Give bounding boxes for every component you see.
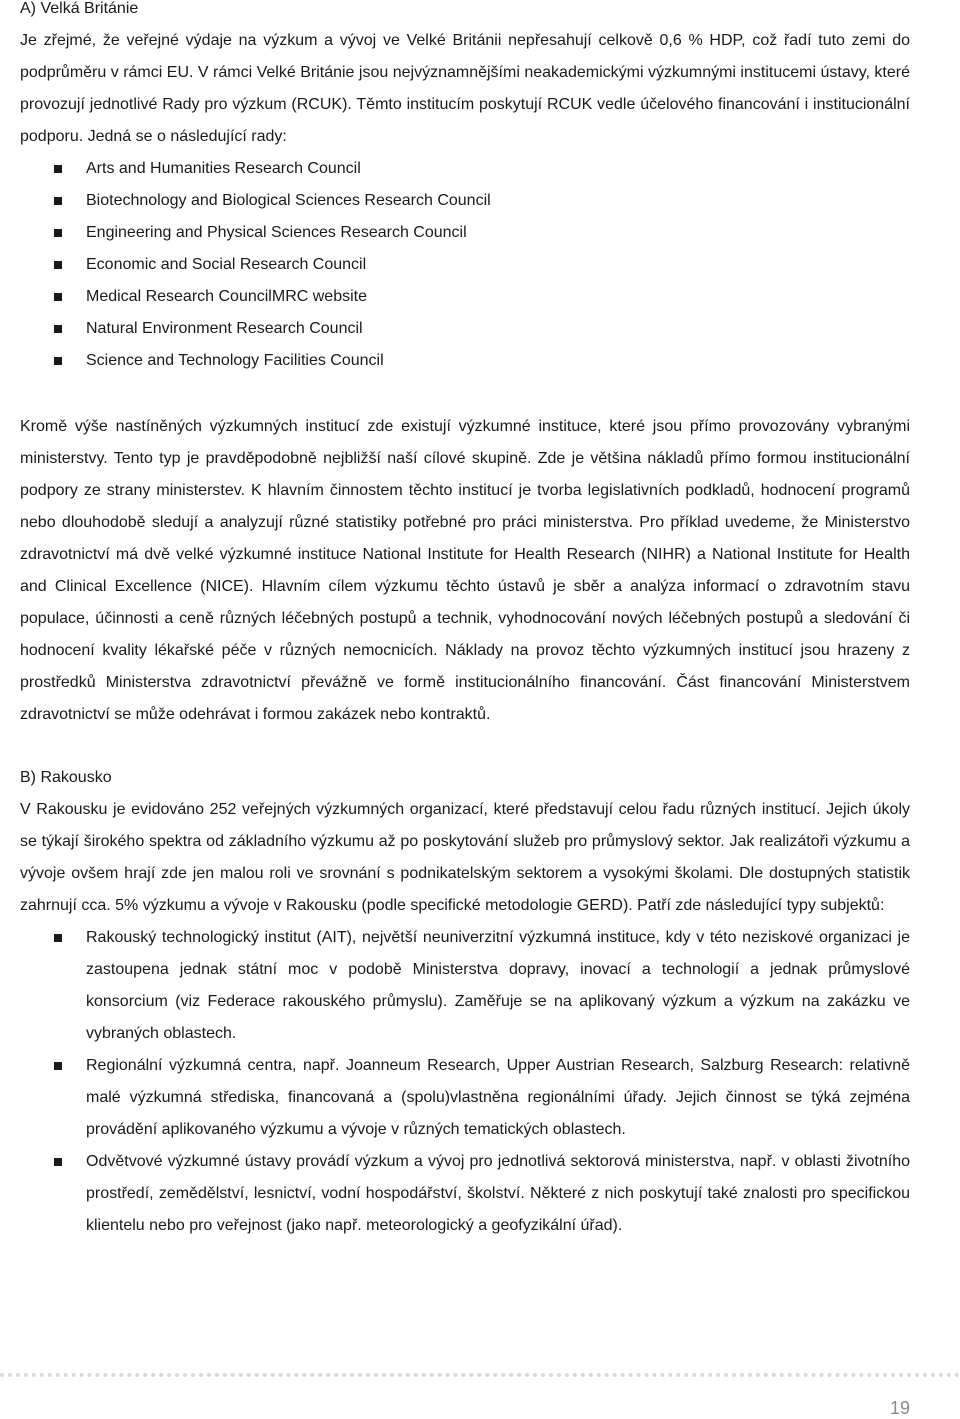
subject-type-text: Odvětvové výzkumné ústavy provádí výzkum a vývoj pro jednotlivá sektorová ministerstva, např. v oblasti životního prostředí, zemědělství, lesnictví, vodní hospodářství, školství. Některé z nich poskytují také znalosti pro specifickou klientelu nebo pro veřejnost (jako např. meteorologický a geofyzikální úřad). [86,1153,910,1234]
bullet-square-icon [54,1062,62,1070]
uk-body-paragraph: Kromě výše nastíněných výzkumných institucí zde existují výzkumné instituce, které jsou přímo provozovány vybranými ministerstvy. Tento typ je pravděpodobně nejbližší naší cílové skupině. Zde je většina nákladů přímo formou institucionální podpory ze strany ministerstev. K hlavním činnostem těchto institucí je tvorba legislativních podkladů, hodnocení programů nebo dlouhodobě sledují a analyzují různé statistiky potřebné pro práci ministerstva. Pro příklad uvedeme, že Ministerstvo zdravotnictví má dvě velké výzkumné instituce National Institute for Health Research (NIHR) a National Institute for Health and Clinical Excellence (NICE). Hlavním cílem výzkumu těchto ústavů je sběr a analýza informací o zdravotním stavu populace, účinnosti a ceně různých léčebných postupů a technik, vyhodnocování nových léčebných postupů a sledování či hodnocení kvality lékařské péče v různých nemocnicích. Náklady na provoz těchto výzkumných institucí jsou hrazeny z prostředků Ministerstva zdravotnictví převážně ve formě institucionálního financování. Část financování Ministerstvem zdravotnictví se může odehrávat i formou zakázek nebo kontraktů. [20,418,910,723]
uk-intro-paragraph: Je zřejmé, že veřejné výdaje na výzkum a vývoj ve Velké Británii nepřesahují celkově 0,6 % HDP, což řadí tuto zemi do podprůměru v rámci EU. V rámci Velké Británie jsou nejvýznamnějšími neakademickými výzkumnými institucemi ústavy, které provozují jednotlivé Rady pro výzkum (RCUK). Těmto institucím poskytují RCUK vedle účelového financování i institucionální podporu. Jedná se o následující rady: [20,32,910,145]
bullet-square-icon [54,197,62,205]
bullet-square-icon [54,165,62,173]
council-name: Medical Research CouncilMRC website [86,288,367,305]
list-item [20,922,910,1050]
council-name: Engineering and Physical Sciences Research Council [86,224,467,241]
page-number: 19 [889,1398,910,1418]
council-name: Arts and Humanities Research Council [86,160,361,177]
council-name: Biotechnology and Biological Sciences Research Council [86,192,491,209]
list-item [20,1146,910,1242]
section-heading-uk: A) Velká Británie [20,0,139,17]
bullet-square-icon [54,934,62,942]
footer-divider [0,1373,960,1377]
list-item [20,345,910,377]
subject-type-text: Regionální výzkumná centra, např. Joanneum Research, Upper Austrian Research, Salzburg Research: relativně malé výzkumná střediska, financovaná a (spolu)vlastněna regionálními úřady. Jejich činnost se týká zejména provádění aplikovaného výzkumu a vývoje v různých tematických oblastech. [86,1057,910,1138]
list-item [20,313,910,345]
list-item [20,185,910,217]
subject-types-list [20,922,910,1242]
list-item [20,153,910,185]
council-name: Natural Environment Research Council [86,320,363,337]
bullet-square-icon [54,293,62,301]
list-item [20,217,910,249]
list-item [20,249,910,281]
council-name: Economic and Social Research Council [86,256,367,273]
bullet-square-icon [54,261,62,269]
council-list [20,153,910,377]
bullet-square-icon [54,1158,62,1166]
austria-intro-paragraph: V Rakousku je evidováno 252 veřejných výzkumných organizací, které představují celou řadu různých institucí. Jejich úkoly se týkají širokého spektra od základního výzkumu až po poskytování služeb pro průmyslový sektor. Jak realizátoři výzkumu a vývoje ovšem hrají zde jen malou roli ve srovnání s podnikatelským sektorem a vysokými školami. Dle dostupných statistik zahrnují cca. 5% výzkumu a vývoje v Rakousku (podle specifické metodologie GERD). Patří zde následující typy subjektů: [20,801,910,914]
subject-type-text: Rakouský technologický institut (AIT), největší neuniverzitní výzkumná instituce, kdy v této neziskové organizaci je zastoupena jednak státní moc v podobě Ministerstva dopravy, inovací a technologií a jednak průmyslové konsorcium (viz Federace rakouského průmyslu). Zaměřuje se na aplikovaný výzkum a výzkum na zakázku ve vybraných oblastech. [86,929,910,1042]
council-name: Science and Technology Facilities Council [86,352,384,369]
bullet-square-icon [54,229,62,237]
list-item [20,1050,910,1146]
bullet-square-icon [54,325,62,333]
bullet-square-icon [54,357,62,365]
list-item [20,281,910,313]
section-heading-austria: B) Rakousko [20,769,112,786]
document-page [20,0,910,1242]
